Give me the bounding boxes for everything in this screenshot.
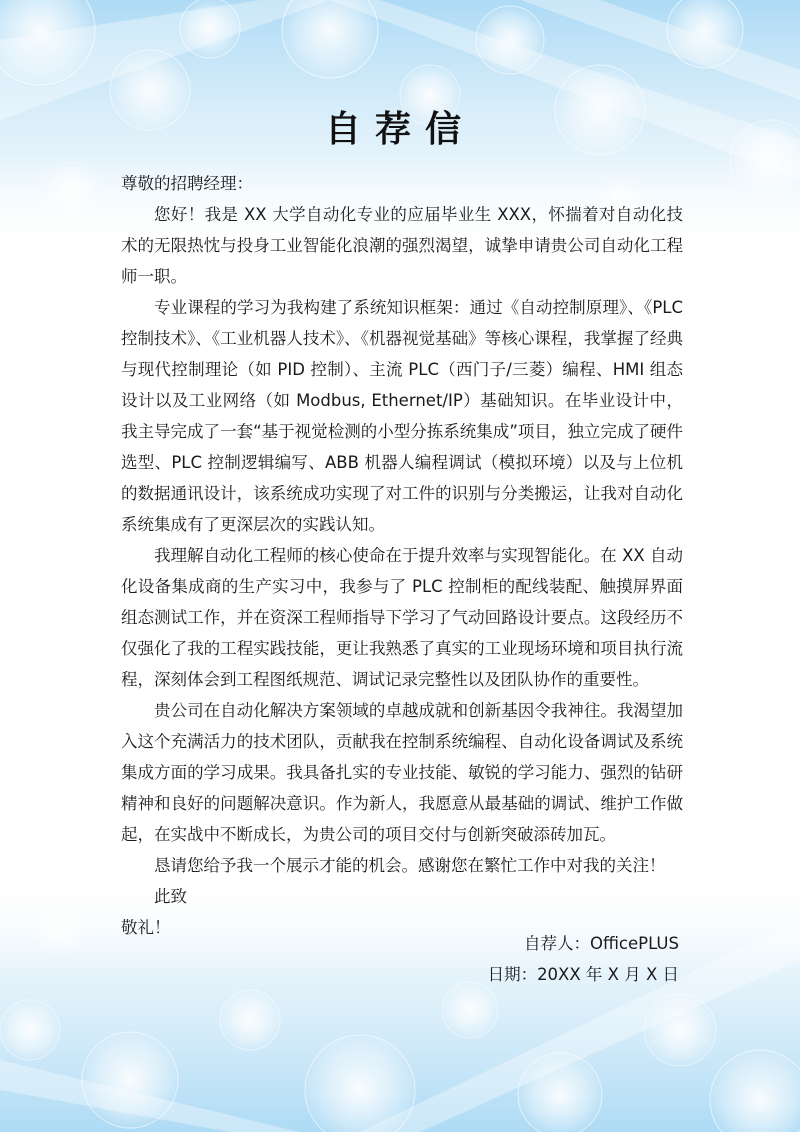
paragraph-intro: 您好！我是 XX 大学自动化专业的应届毕业生 XXX，怀揣着对自动化技术的无限热忱与投身工业智能化浪潮的强烈渴望，诚挚申请贵公司自动化工程师一职。 xyxy=(121,205,683,286)
closing-line-1: 此致 xyxy=(154,887,187,906)
paragraph-motivation: 贵公司在自动化解决方案领域的卓越成就和创新基因令我神往。我渴望加入这个充满活力的技术团队，贡献我在控制系统编程、自动化设备调试及系统集成方面的学习成果。我具备扎实的专业技能、敏锐的学习能力、强烈的钻研精神和良好的问题解决意识。作为新人，我愿意从最基础的调试、维护工作做起，在实战中不断成长，为贵公司的项目交付与创新突破添砖加瓦。 xyxy=(121,701,683,844)
salutation: 尊敬的招聘经理： xyxy=(121,174,253,193)
paragraph-education: 专业课程的学习为我构建了系统知识框架：通过《自动控制原理》、《PLC 控制技术》、《工业机器人技术》、《机器视觉基础》等核心课程，我掌握了经典与现代控制理论（如 PID 控制）、主流 PLC（西门子/三菱）编程、HMI 组态设计以及工业网络（如 Modbus, Ethernet/IP）基础知识。在毕业设计中，我主导完成了一套“基于视觉检测的小型分拣系统集成”项目，独立完成了硬件选型、PLC 控制逻辑编写、ABB 机器人编程调试（模拟环境）以及与上位机的数据通讯设计，该系统成功实现了对工件的识别与分类搬运，让我对自动化系统集成有了更深层次的实践认知。 xyxy=(121,298,683,534)
signature-block xyxy=(488,928,679,990)
letter-body xyxy=(121,168,683,943)
letter-title: 自荐信 xyxy=(324,109,475,150)
paragraph-request: 恳请您给予我一个展示才能的机会。感谢您在繁忙工作中对我的关注！ xyxy=(154,856,666,875)
signature-date: 日期：20XX 年 X 月 X 日 xyxy=(487,965,679,984)
signature-name: 自荐人：OfficePLUS xyxy=(523,934,679,953)
closing-line-2: 敬礼！ xyxy=(121,918,171,937)
paragraph-internship: 我理解自动化工程师的核心使命在于提升效率与实现智能化。在 XX 自动化设备集成商的生产实习中，我参与了 PLC 控制柜的配线装配、触摸屏界面组态测试工作，并在资深工程师指导下学习了气动回路设计要点。这段经历不仅强化了我的工程实践技能，更让我熟悉了真实的工业现场环境和项目执行流程，深刻体会到工程图纸规范、调试记录完整性以及团队协作的重要性。 xyxy=(121,546,683,689)
